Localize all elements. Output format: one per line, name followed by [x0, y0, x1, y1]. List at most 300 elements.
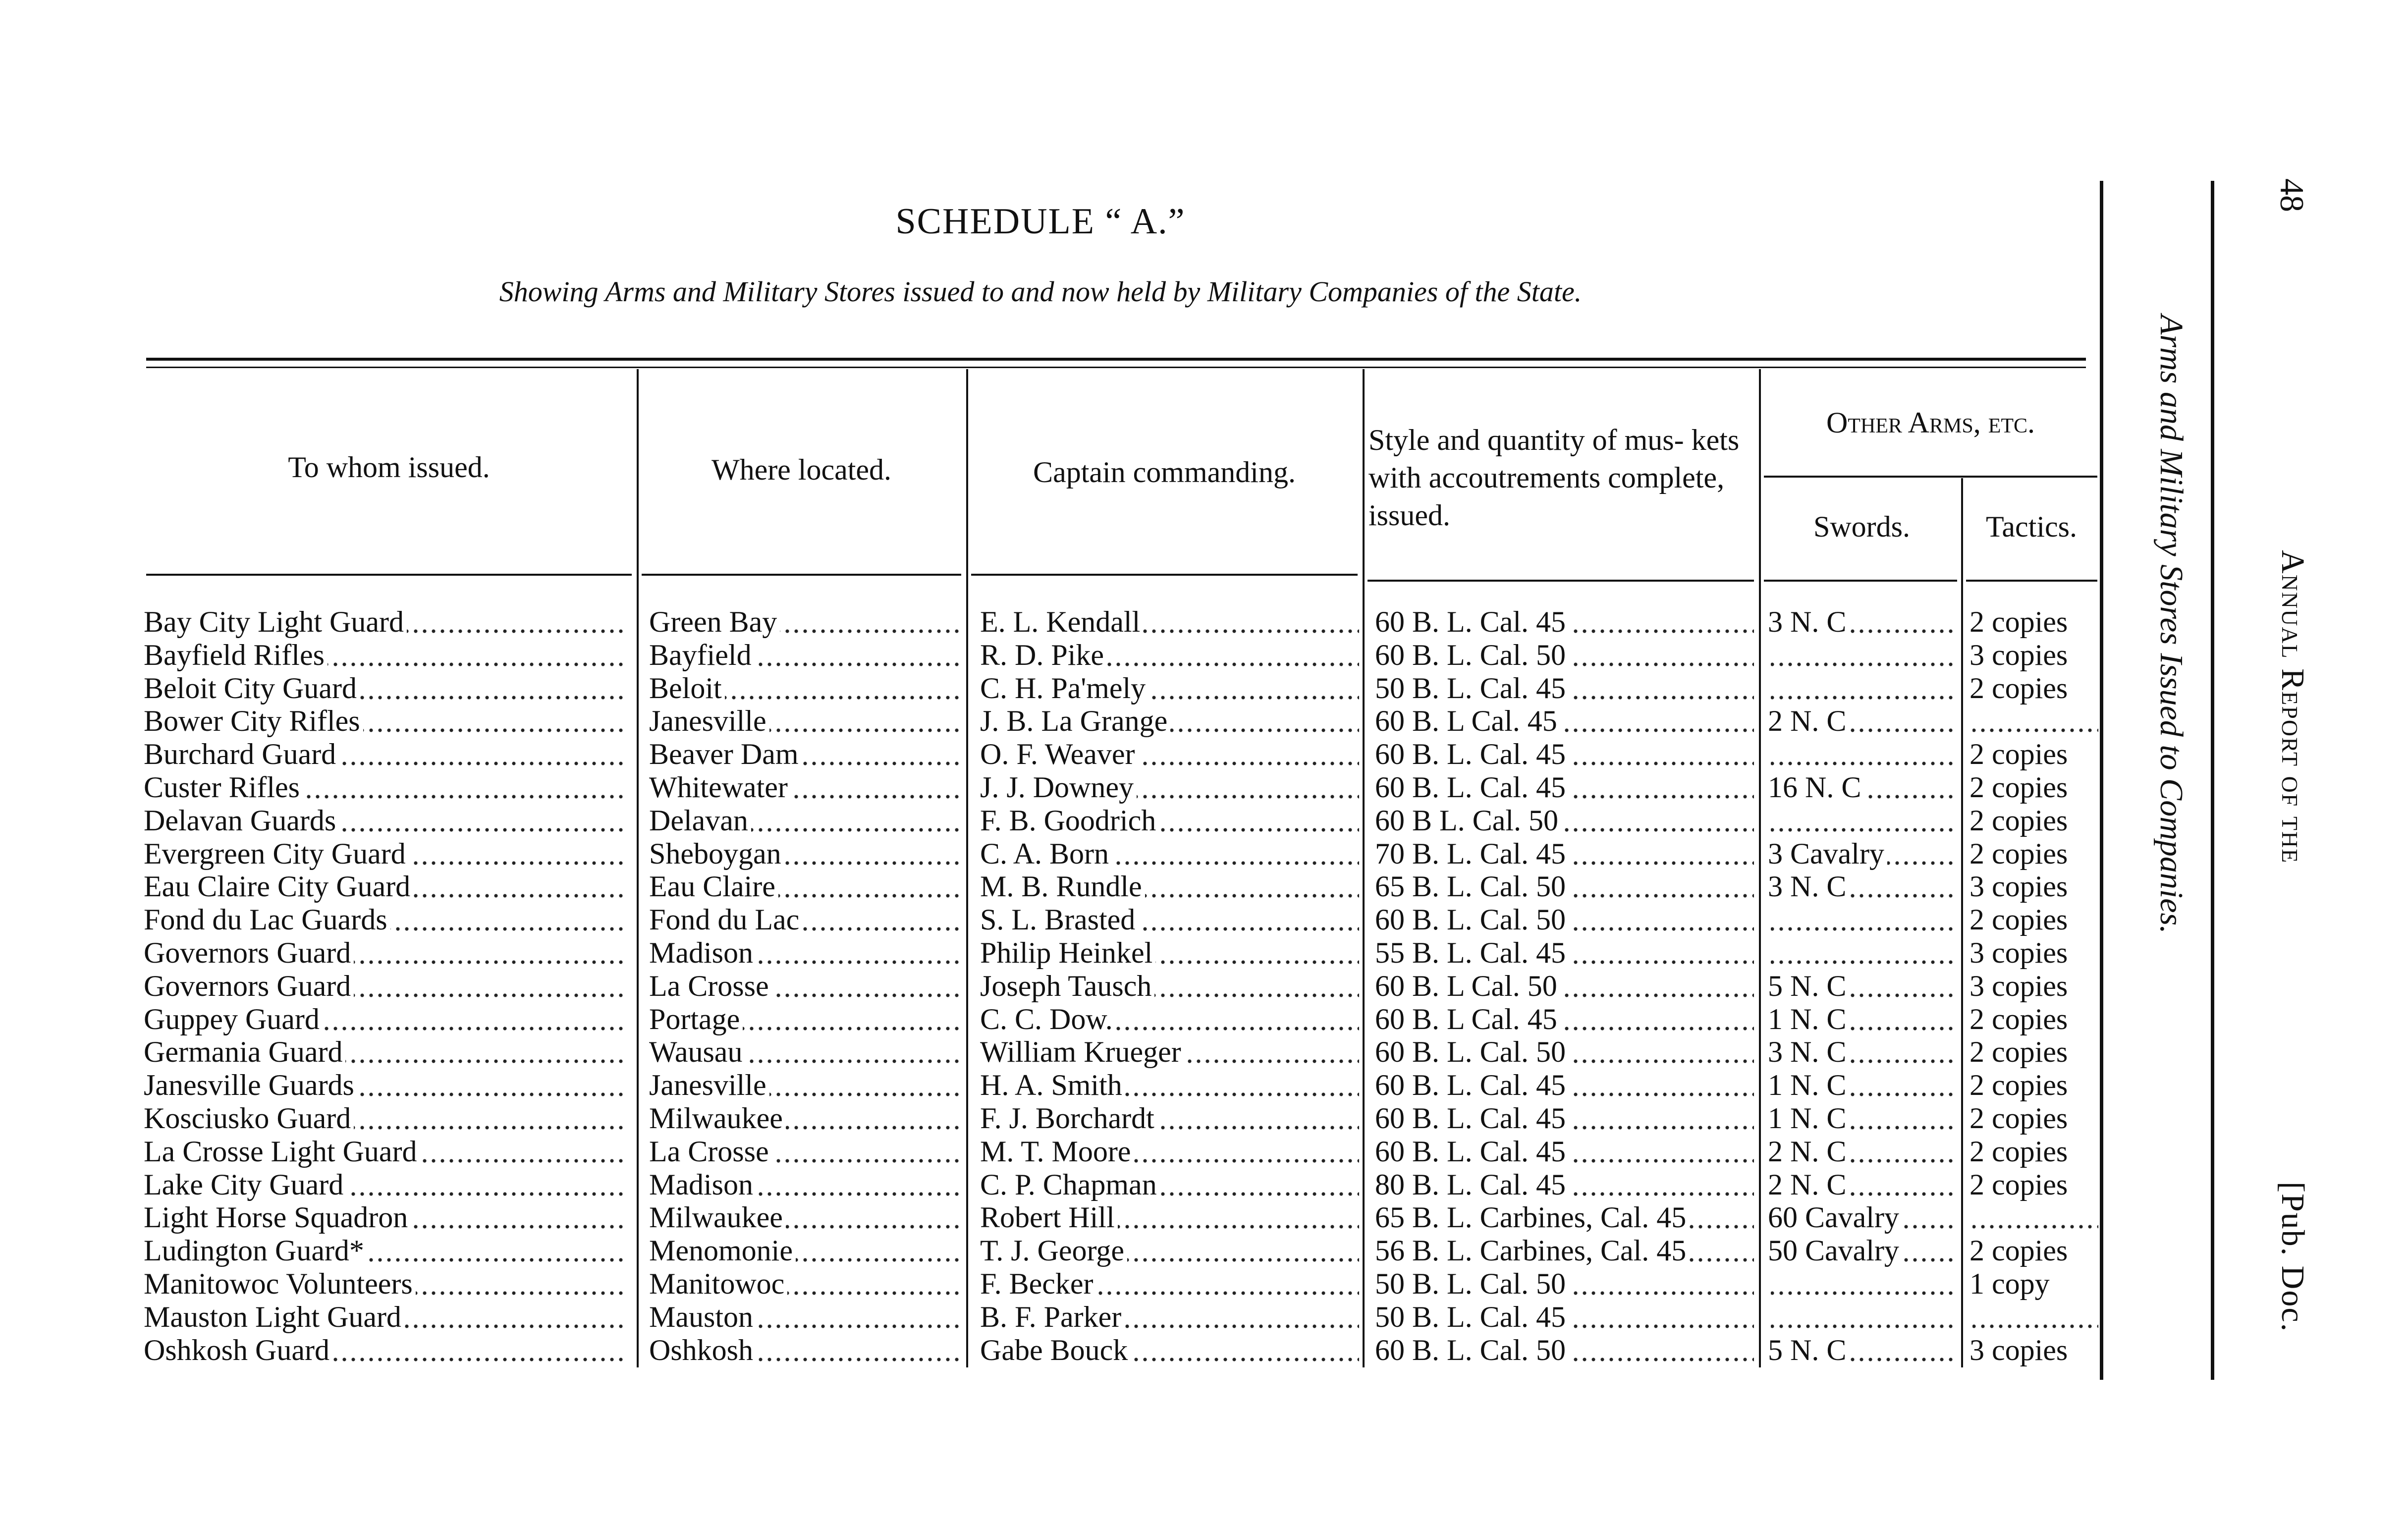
location-cell-text: Oshkosh — [649, 1334, 756, 1366]
company-cell-text: Delavan Guards — [144, 804, 339, 837]
company-cell-text: Governors Guard — [144, 936, 354, 969]
tactics-cell — [1970, 1003, 2098, 1035]
company-cell-text: Beloit City Guard — [144, 672, 360, 705]
muskets-cell-text: 50 B. L. Cal. 50 — [1375, 1267, 1569, 1300]
muskets-cell-text: 60 B. L. Cal. 45 — [1375, 771, 1569, 804]
company-cell — [144, 1003, 627, 1035]
location-cell-text: Bayfield — [649, 639, 755, 671]
captain-cell-text: Philip Heinkel — [980, 936, 1155, 969]
location-cell-text: La Crosse — [649, 970, 772, 1002]
swords-cell — [1768, 1267, 1957, 1300]
location-cell-text: Beaver Dam — [649, 738, 802, 770]
muskets-cell — [1375, 771, 1754, 804]
tactics-cell — [1970, 1035, 2098, 1068]
company-cell — [144, 1069, 627, 1101]
captain-cell — [980, 870, 1359, 903]
location-cell — [649, 605, 960, 638]
tactics-cell-text: 3 copies — [1970, 1334, 2071, 1366]
swords-cell — [1768, 1102, 1957, 1135]
tactics-cell — [1970, 1334, 2098, 1366]
company-cell — [144, 1234, 627, 1267]
captain-cell — [980, 771, 1359, 804]
captain-cell — [980, 1035, 1359, 1068]
captain-cell-text: F. J. Borchardt — [980, 1102, 1157, 1135]
tactics-cell — [1970, 605, 2098, 638]
tactics-cell — [1970, 1267, 2098, 1300]
muskets-cell-text: 60 B. L. Cal. 45 — [1375, 738, 1569, 770]
swords-cell — [1768, 936, 1957, 969]
muskets-cell — [1375, 1135, 1754, 1168]
location-cell — [649, 1267, 960, 1300]
captain-cell-text: M. B. Rundle — [980, 870, 1145, 903]
tactics-cell-text: 2 copies — [1970, 672, 2071, 705]
swords-cell-text — [1768, 1267, 1771, 1300]
location-cell — [649, 639, 960, 671]
header-captain: Captain commanding. — [1033, 456, 1296, 489]
tactics-cell — [1970, 705, 2098, 737]
captain-cell — [980, 639, 1359, 671]
tactics-cell-text: 3 copies — [1970, 639, 2071, 671]
captain-cell — [980, 705, 1359, 737]
company-cell — [144, 1102, 627, 1135]
captain-cell — [980, 605, 1359, 638]
tactics-cell-text: 2 copies — [1970, 804, 2071, 837]
captain-cell-text: R. D. Pike — [980, 639, 1107, 671]
company-cell — [144, 936, 627, 969]
company-cell-text: Bayfield Rifles — [144, 639, 328, 671]
page-number: 48 — [2273, 178, 2311, 212]
swords-cell-text — [1768, 804, 1771, 837]
header-style: Style and quantity of mus- kets with accoutrements complete, issued. — [1368, 424, 1740, 532]
muskets-cell-text: 60 B L. Cal. 50 — [1375, 804, 1561, 837]
company-cell-text: La Crosse Light Guard — [144, 1135, 420, 1168]
swords-cell — [1768, 1069, 1957, 1101]
swords-cell — [1768, 738, 1957, 770]
column-divider — [966, 369, 968, 1367]
location-cell — [649, 936, 960, 969]
muskets-cell — [1375, 1102, 1754, 1135]
location-cell-text: Milwaukee — [649, 1201, 786, 1234]
location-cell-text: Madison — [649, 936, 756, 969]
tactics-cell — [1970, 1234, 2098, 1267]
company-cell — [144, 1168, 627, 1201]
tactics-cell — [1970, 1301, 2098, 1333]
company-cell-text: Light Horse Squadron — [144, 1201, 411, 1234]
header-other-arms: Other Arms, etc. — [1826, 406, 2035, 439]
company-cell-text: Mauston Light Guard — [144, 1301, 404, 1333]
location-cell-text: Green Bay — [649, 605, 780, 638]
tactics-cell-text: 2 copies — [1970, 837, 2071, 870]
location-cell — [649, 1069, 960, 1101]
company-cell-text: Custer Rifles — [144, 771, 303, 804]
captain-cell — [980, 738, 1359, 770]
location-cell-text: Eau Claire — [649, 870, 778, 903]
captain-cell — [980, 1102, 1359, 1135]
muskets-cell — [1375, 1334, 1754, 1366]
company-cell — [144, 903, 627, 936]
swords-cell — [1768, 970, 1957, 1002]
swords-cell-text: 1 N. C — [1768, 1102, 1849, 1135]
swords-cell — [1768, 771, 1957, 804]
swords-cell — [1768, 1234, 1957, 1267]
swords-cell — [1768, 804, 1957, 837]
tactics-cell-text: 2 copies — [1970, 1069, 2071, 1101]
company-cell-text: Kosciusko Guard — [144, 1102, 354, 1135]
company-cell — [144, 837, 627, 870]
muskets-cell — [1375, 936, 1754, 969]
column-divider — [1363, 369, 1365, 1367]
captain-cell-text: H. A. Smith — [980, 1069, 1125, 1101]
muskets-cell-text: 60 B. L. Cal. 45 — [1375, 1069, 1569, 1101]
location-cell-text: Janesville — [649, 1069, 769, 1101]
muskets-cell — [1375, 672, 1754, 705]
captain-cell-text: C. C. Dow. — [980, 1003, 1116, 1035]
captain-cell-text: C. H. Pa'mely — [980, 672, 1149, 705]
location-cell — [649, 837, 960, 870]
tactics-cell — [1970, 771, 2098, 804]
tactics-cell-text: 1 copy — [1970, 1267, 2053, 1300]
captain-cell-text: C. P. Chapman — [980, 1168, 1160, 1201]
company-cell-text: Manitowoc Volunteers — [144, 1267, 416, 1300]
header-rule — [1368, 580, 1754, 582]
location-cell — [649, 903, 960, 936]
tactics-cell-text: 3 copies — [1970, 870, 2071, 903]
company-cell — [144, 1135, 627, 1168]
column-divider — [1961, 478, 1963, 1367]
tactics-cell-text: 3 copies — [1970, 970, 2071, 1002]
company-cell-text: Oshkosh Guard — [144, 1334, 332, 1366]
location-cell — [649, 1334, 960, 1366]
tactics-cell — [1970, 672, 2098, 705]
header-rule — [1966, 580, 2097, 582]
document-label: [Pub. Doc. — [2275, 1182, 2311, 1333]
captain-cell-text: S. L. Brasted — [980, 903, 1138, 936]
tactics-cell-text: 3 copies — [1970, 936, 2071, 969]
captain-cell-text: F. B. Goodrich — [980, 804, 1159, 837]
tactics-cell-text — [1970, 705, 1972, 737]
muskets-cell — [1375, 705, 1754, 737]
muskets-cell-text: 50 B. L. Cal. 45 — [1375, 672, 1569, 705]
muskets-cell-text: 60 B. L. Cal. 45 — [1375, 1135, 1569, 1168]
schedule-subtitle: Showing Arms and Military Stores issued to and now held by Military Companies of the State. — [499, 275, 1582, 308]
swords-cell-text: 3 Cavalry — [1768, 837, 1887, 870]
swords-cell — [1768, 1334, 1957, 1366]
location-cell — [649, 1102, 960, 1135]
company-cell — [144, 771, 627, 804]
tactics-cell — [1970, 639, 2098, 671]
muskets-cell-text: 80 B. L. Cal. 45 — [1375, 1168, 1569, 1201]
tactics-cell — [1970, 837, 2098, 870]
tactics-cell — [1970, 738, 2098, 770]
muskets-cell-text: 60 B. L Cal. 45 — [1375, 1003, 1560, 1035]
location-cell — [649, 738, 960, 770]
table-right-border — [2100, 181, 2103, 1380]
tactics-cell — [1970, 1102, 2098, 1135]
swords-cell-text: 1 N. C — [1768, 1003, 1849, 1035]
tactics-cell-text — [1970, 1301, 1972, 1333]
swords-cell-text: 2 N. C — [1768, 1168, 1849, 1201]
captain-cell-text: C. A. Born — [980, 837, 1112, 870]
captain-cell — [980, 1135, 1359, 1168]
tactics-cell — [1970, 1168, 2098, 1201]
captain-cell — [980, 804, 1359, 837]
location-cell-text: Manitowoc — [649, 1267, 787, 1300]
muskets-cell — [1375, 639, 1754, 671]
swords-cell — [1768, 870, 1957, 903]
location-cell — [649, 1301, 960, 1333]
location-cell — [649, 771, 960, 804]
location-cell-text: Portage — [649, 1003, 743, 1035]
running-head: Annual Report of the — [2275, 550, 2311, 864]
swords-cell — [1768, 639, 1957, 671]
swords-cell — [1768, 1301, 1957, 1333]
top-rule — [146, 358, 2086, 361]
swords-cell — [1768, 705, 1957, 737]
tactics-cell — [1970, 970, 2098, 1002]
swords-cell — [1768, 605, 1957, 638]
muskets-cell-text: 60 B. L. Cal. 50 — [1375, 639, 1569, 671]
company-cell-text: Germania Guard — [144, 1035, 345, 1068]
tactics-cell-text: 2 copies — [1970, 1135, 2071, 1168]
captain-cell — [980, 1234, 1359, 1267]
company-cell — [144, 705, 627, 737]
swords-cell-text — [1768, 903, 1771, 936]
location-cell-text: Milwaukee — [649, 1102, 786, 1135]
column-divider — [1759, 369, 1761, 1367]
company-cell-text: Ludington Guard* — [144, 1234, 367, 1267]
swords-cell-text: 5 N. C — [1768, 1334, 1849, 1366]
tactics-cell-text: 2 copies — [1970, 1234, 2071, 1267]
muskets-cell — [1375, 1168, 1754, 1201]
captain-cell-text: William Krueger — [980, 1035, 1184, 1068]
swords-cell-text: 60 Cavalry — [1768, 1201, 1902, 1234]
company-cell — [144, 804, 627, 837]
muskets-cell — [1375, 837, 1754, 870]
muskets-cell — [1375, 1267, 1754, 1300]
company-cell — [144, 1301, 627, 1333]
swords-cell — [1768, 1135, 1957, 1168]
swords-cell-text — [1768, 639, 1771, 671]
muskets-cell — [1375, 1069, 1754, 1101]
muskets-cell-text: 60 B. L. Cal. 45 — [1375, 605, 1569, 638]
tactics-cell-text: 2 copies — [1970, 903, 2071, 936]
swords-cell — [1768, 903, 1957, 936]
margin-rule — [2211, 181, 2214, 1380]
location-cell-text: Menomonie — [649, 1234, 796, 1267]
captain-cell — [980, 970, 1359, 1002]
tactics-cell — [1970, 936, 2098, 969]
captain-cell-text: F. Becker — [980, 1267, 1096, 1300]
header-rule — [146, 574, 632, 576]
company-cell-text: Evergreen City Guard — [144, 837, 409, 870]
muskets-cell — [1375, 804, 1754, 837]
tactics-cell — [1970, 1201, 2098, 1234]
swords-cell-text: 50 Cavalry — [1768, 1234, 1902, 1267]
captain-cell-text: J. J. Downey — [980, 771, 1137, 804]
location-cell — [649, 1035, 960, 1068]
header-rule — [971, 574, 1358, 576]
company-cell-text: Eau Claire City Guard — [144, 870, 413, 903]
tactics-cell-text: 2 copies — [1970, 1003, 2071, 1035]
swords-cell-text: 2 N. C — [1768, 1135, 1849, 1168]
company-cell — [144, 639, 627, 671]
top-rule-thin — [146, 367, 2086, 368]
muskets-cell-text: 60 B. L Cal. 45 — [1375, 705, 1560, 737]
swords-cell — [1768, 837, 1957, 870]
company-cell — [144, 1201, 627, 1234]
swords-cell-text: 16 N. C — [1768, 771, 1864, 804]
tactics-cell — [1970, 870, 2098, 903]
location-cell — [649, 970, 960, 1002]
header-rule — [642, 574, 961, 576]
schedule-title: SCHEDULE “ A.” — [895, 201, 1186, 242]
location-cell — [649, 1201, 960, 1234]
company-cell — [144, 1035, 627, 1068]
captain-cell — [980, 1069, 1359, 1101]
location-cell — [649, 1168, 960, 1201]
swords-cell-text — [1768, 936, 1771, 969]
tactics-cell-text: 2 copies — [1970, 1168, 2071, 1201]
captain-cell-text: Gabe Bouck — [980, 1334, 1131, 1366]
location-cell-text: Madison — [649, 1168, 756, 1201]
company-cell-text: Governors Guard — [144, 970, 354, 1002]
running-title: Arms and Military Stores Issued to Companies. — [2153, 315, 2189, 934]
location-cell-text: Delavan — [649, 804, 751, 837]
company-cell — [144, 738, 627, 770]
muskets-cell-text: 60 B. L. Cal. 45 — [1375, 1102, 1569, 1135]
captain-cell — [980, 903, 1359, 936]
muskets-cell — [1375, 1301, 1754, 1333]
muskets-cell-text: 65 B. L. Carbines, Cal. 45 — [1375, 1201, 1689, 1234]
company-cell-text: Guppey Guard — [144, 1003, 323, 1035]
captain-cell — [980, 1334, 1359, 1366]
captain-cell — [980, 1267, 1359, 1300]
company-cell — [144, 605, 627, 638]
location-cell — [649, 705, 960, 737]
swords-cell-text: 3 N. C — [1768, 605, 1849, 638]
muskets-cell-text: 60 B. L. Cal. 50 — [1375, 903, 1569, 936]
swords-cell — [1768, 1035, 1957, 1068]
swords-cell-text — [1768, 738, 1771, 770]
location-cell — [649, 672, 960, 705]
captain-cell — [980, 1003, 1359, 1035]
muskets-cell — [1375, 1234, 1754, 1267]
swords-cell — [1768, 1168, 1957, 1201]
tactics-cell-text — [1970, 1201, 1972, 1234]
muskets-cell-text: 65 B. L. Cal. 50 — [1375, 870, 1569, 903]
location-cell-text: Janesville — [649, 705, 769, 737]
captain-cell-text: E. L. Kendall — [980, 605, 1143, 638]
captain-cell-text: M. T. Moore — [980, 1135, 1134, 1168]
swords-cell-text: 3 N. C — [1768, 870, 1849, 903]
muskets-cell — [1375, 870, 1754, 903]
captain-cell-text: B. F. Parker — [980, 1301, 1124, 1333]
location-cell — [649, 1003, 960, 1035]
swords-cell-text — [1768, 672, 1771, 705]
location-cell — [649, 1135, 960, 1168]
muskets-cell — [1375, 1035, 1754, 1068]
location-cell-text: Whitewater — [649, 771, 791, 804]
captain-cell-text: Joseph Tausch — [980, 970, 1154, 1002]
location-cell-text: Wausau — [649, 1035, 745, 1068]
header-tactics: Tactics. — [1985, 510, 2078, 543]
muskets-cell-text: 70 B. L. Cal. 45 — [1375, 837, 1569, 870]
header-rule — [1764, 580, 1957, 582]
muskets-cell — [1375, 1003, 1754, 1035]
tactics-cell-text: 2 copies — [1970, 605, 2071, 638]
header-to-whom: To whom issued. — [288, 451, 490, 484]
captain-cell-text: O. F. Weaver — [980, 738, 1138, 770]
header-where: Where located. — [711, 453, 892, 486]
swords-cell-text — [1768, 1301, 1771, 1333]
tactics-cell-text: 2 copies — [1970, 738, 2071, 770]
company-cell — [144, 970, 627, 1002]
company-cell-text: Fond du Lac Guards — [144, 903, 390, 936]
muskets-cell-text: 60 B. L. Cal. 50 — [1375, 1334, 1569, 1366]
captain-cell — [980, 672, 1359, 705]
muskets-cell-text: 55 B. L. Cal. 45 — [1375, 936, 1569, 969]
muskets-cell-text: 56 B. L. Carbines, Cal. 45 — [1375, 1234, 1689, 1267]
muskets-cell-text: 60 B. L. Cal. 50 — [1375, 1035, 1569, 1068]
company-cell — [144, 1267, 627, 1300]
muskets-cell-text: 60 B. L Cal. 50 — [1375, 970, 1560, 1002]
tactics-cell-text: 2 copies — [1970, 1035, 2071, 1068]
location-cell-text: La Crosse — [649, 1135, 772, 1168]
swords-cell — [1768, 1201, 1957, 1234]
column-divider — [637, 369, 639, 1367]
muskets-cell — [1375, 970, 1754, 1002]
location-cell — [649, 1234, 960, 1267]
muskets-cell — [1375, 1201, 1754, 1234]
captain-cell-text: Robert Hill — [980, 1201, 1118, 1234]
captain-cell — [980, 1201, 1359, 1234]
captain-cell-text: T. J. George — [980, 1234, 1127, 1267]
company-cell — [144, 870, 627, 903]
header-swords: Swords. — [1813, 510, 1911, 543]
tactics-cell-text: 2 copies — [1970, 771, 2071, 804]
swords-cell-text: 3 N. C — [1768, 1035, 1849, 1068]
muskets-cell — [1375, 903, 1754, 936]
muskets-cell — [1375, 605, 1754, 638]
company-cell — [144, 672, 627, 705]
location-cell — [649, 870, 960, 903]
company-cell-text: Burchard Guard — [144, 738, 339, 770]
company-cell-text: Lake City Guard — [144, 1168, 346, 1201]
location-cell-text: Beloit — [649, 672, 725, 705]
tactics-cell — [1970, 804, 2098, 837]
company-cell-text: Janesville Guards — [144, 1069, 357, 1101]
swords-cell — [1768, 1003, 1957, 1035]
swords-cell-text: 2 N. C — [1768, 705, 1849, 737]
location-cell-text: Fond du Lac — [649, 903, 802, 936]
tactics-cell — [1970, 1135, 2098, 1168]
location-cell-text: Mauston — [649, 1301, 756, 1333]
captain-cell-text: J. B. La Grange — [980, 705, 1170, 737]
swords-cell-text: 5 N. C — [1768, 970, 1849, 1002]
captain-cell — [980, 837, 1359, 870]
muskets-cell-text: 50 B. L. Cal. 45 — [1375, 1301, 1569, 1333]
tactics-cell — [1970, 903, 2098, 936]
tactics-cell — [1970, 1069, 2098, 1101]
location-cell — [649, 804, 960, 837]
tactics-cell-text: 2 copies — [1970, 1102, 2071, 1135]
captain-cell — [980, 936, 1359, 969]
company-cell-text: Bay City Light Guard — [144, 605, 407, 638]
swords-cell-text: 1 N. C — [1768, 1069, 1849, 1101]
other-arms-rule — [1764, 476, 2097, 478]
location-cell-text: Sheboygan — [649, 837, 784, 870]
company-cell-text: Bower City Rifles — [144, 705, 363, 737]
